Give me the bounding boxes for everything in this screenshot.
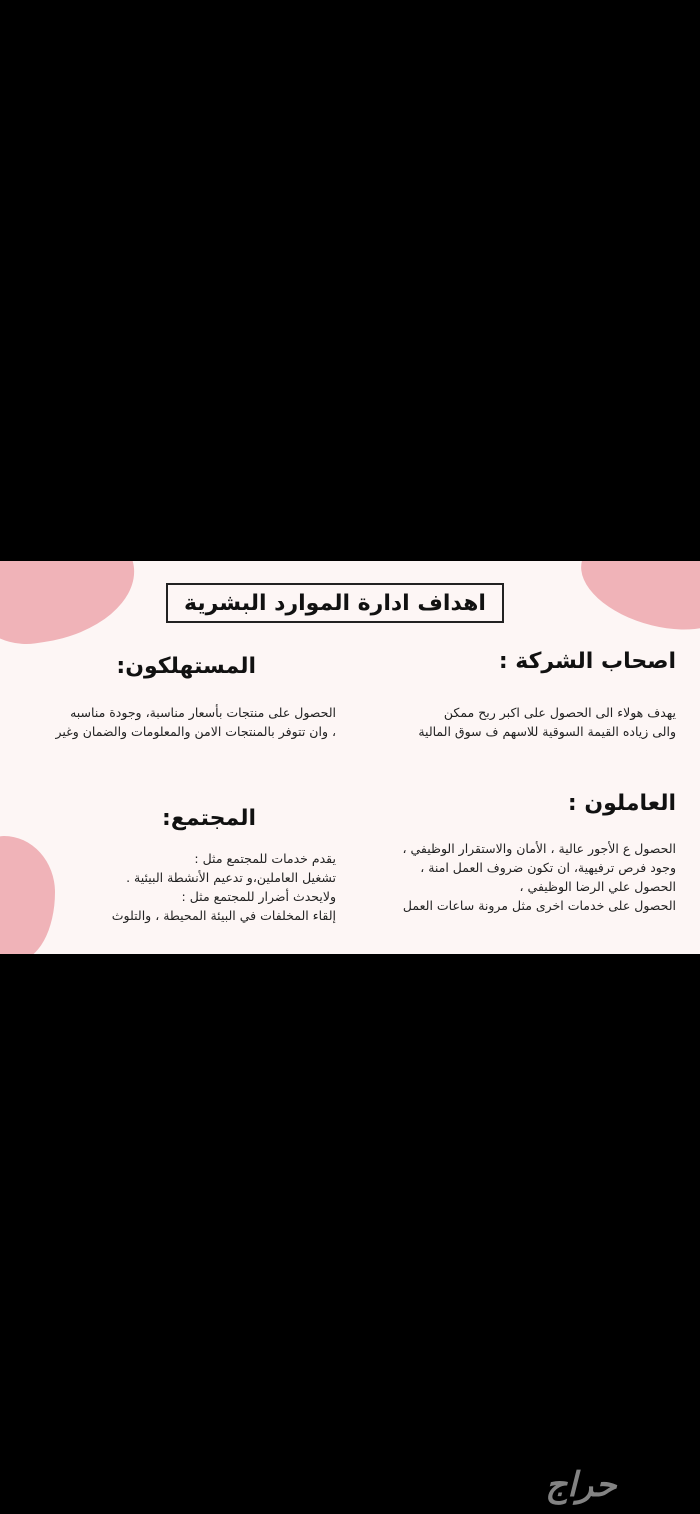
workers-heading: العاملون : xyxy=(567,791,676,816)
haraj-watermark-logo: حراج xyxy=(545,1465,617,1505)
slide-title xyxy=(166,583,504,623)
owners-line: يهدف هولاء الى الحصول على اكبر ربح ممكن xyxy=(443,705,676,720)
slide-title-text: اهداف ادارة الموارد البشرية xyxy=(184,590,486,616)
consumers-heading: المستهلكون: xyxy=(116,654,256,679)
consumers-text xyxy=(56,703,337,741)
workers-line: الحصول على خدمات اخرى مثل مرونة ساعات العمل xyxy=(402,898,676,913)
workers-line: الحصول ع الأجور عالية ، الأمان والاستقرار الوظيفي ، xyxy=(402,841,676,856)
owners-heading: اصحاب الشركة : xyxy=(498,649,676,674)
slide xyxy=(0,561,700,954)
consumers-line: الحصول على منتجات بأسعار مناسبة، وجودة مناسبه xyxy=(70,705,336,720)
community-line: إلقاء المخلفات في البيئة المحيطة ، والتلوث xyxy=(111,908,336,923)
community-text xyxy=(112,849,336,925)
community-heading: المجتمع: xyxy=(162,806,256,831)
workers-text xyxy=(402,839,676,915)
owners-text xyxy=(418,703,676,741)
decorative-blob-top-left xyxy=(0,561,142,653)
community-line: يقدم خدمات للمجتمع مثل : xyxy=(194,851,336,866)
community-line: ولايحدث أضرار للمجتمع مثل : xyxy=(181,889,336,904)
decorative-blob-top-right xyxy=(571,561,700,644)
workers-line: الحصول علي الرضا الوظيفي ، xyxy=(519,879,676,894)
owners-line: والى زياده القيمة السوقية للاسهم ف سوق المالية xyxy=(418,724,676,739)
decorative-blob-bottom-left xyxy=(0,836,55,954)
consumers-line: ، وان تتوفر بالمنتجات الامن والمعلومات والضمان وغير xyxy=(55,724,336,739)
workers-line: وجود فرص ترفيهية، ان تكون ضروف العمل امنة ، xyxy=(420,860,676,875)
community-line: تشغيل العاملين،و تدعيم الأنشطة البيئية . xyxy=(126,870,336,885)
